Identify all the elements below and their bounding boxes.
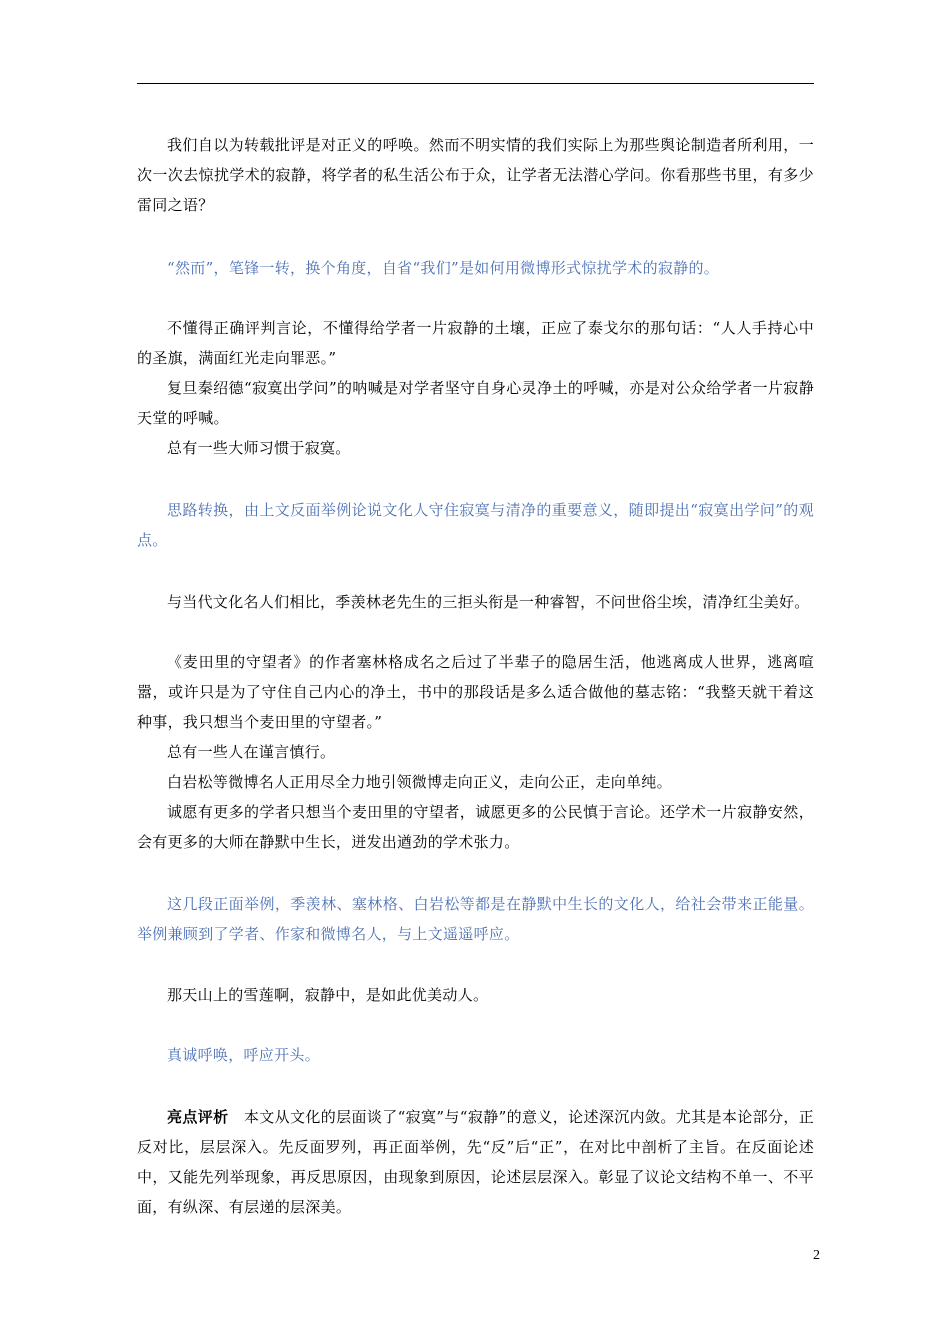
note-4: 真诚呼唤，呼应开头。 xyxy=(167,1046,321,1064)
paragraph-4: 总有一些大师习惯于寂寞。 xyxy=(167,439,351,457)
note-2: 思路转换，由上文反面举例论说文化人守住寂寞与清净的重要意义，随即提出“寂寞出学问”的观点。 xyxy=(137,501,814,549)
paragraph-3: 复旦秦绍德“寂寞出学问”的呐喊是对学者坚守自身心灵净土的呼喊，亦是对公众给学者一片寂静天堂的呼喊。 xyxy=(137,379,814,427)
comment-text: 本文从文化的层面谈了“寂寞”与“寂静”的意义，论述深沉内敛。尤其是本论部分，正反对比，层层深入。先反面罗列，再正面举例，先“反”后“正”，在对比中剖析了主旨。在反面论述中，又能先列举现象，再反思原因，由现象到原因，论述层层深入。彰显了议论文结构不单一、不平面，有纵深、有层递的层深美。 xyxy=(137,1108,814,1216)
comment-paragraph xyxy=(137,1102,814,1222)
page-number: 2 xyxy=(813,1248,820,1263)
note-1: “然而”，笔锋一转，换个角度，自省“我们”是如何用微博形式惊扰学术的寂静的。 xyxy=(167,259,720,277)
paragraph-7: 总有一些人在谨言慎行。 xyxy=(167,743,336,761)
paragraph-8: 白岩松等微博名人正用尽全力地引领微博走向正义，走向公正，走向单纯。 xyxy=(167,773,672,791)
paragraph-10: 那天山上的雪莲啊，寂静中，是如此优美动人。 xyxy=(167,986,489,1004)
paragraph-2: 不懂得正确评判言论，不懂得给学者一片寂静的土壤，正应了泰戈尔的那句话：“人人手持心中的圣旗，满面红光走向罪恶。” xyxy=(137,319,814,367)
note-3: 这几段正面举例，季羡林、塞林格、白岩松等都是在静默中生长的文化人，给社会带来正能量。举例兼顾到了学者、作家和微博名人，与上文遥遥呼应。 xyxy=(137,895,814,943)
paragraph-6: 《麦田里的守望者》的作者塞林格成名之后过了半辈子的隐居生活，他逃离成人世界，逃离喧嚣，或许只是为了守住自己内心的净土，书中的那段话是多么适合做他的墓志铭：“我整天就干着这种事，我只想当个麦田里的守望者。” xyxy=(137,653,814,731)
paragraph-5: 与当代文化名人们相比，季羡林老先生的三拒头衔是一种睿智，不问世俗尘埃，清净红尘美好。 xyxy=(167,593,810,611)
paragraph-9: 诚愿有更多的学者只想当个麦田里的守望者，诚愿更多的公民慎于言论。还学术一片寂静安然，会有更多的大师在静默中生长，迸发出遒劲的学术张力。 xyxy=(137,803,814,851)
comment-label: 亮点评析 xyxy=(167,1108,229,1126)
header-rule xyxy=(137,83,814,84)
paragraph-1: 我们自以为转载批评是对正义的呼唤。然而不明实情的我们实际上为那些舆论制造者所利用，一次一次去惊扰学术的寂静，将学者的私生活公布于众，让学者无法潜心学问。你看那些书里，有多少雷同之语？ xyxy=(137,136,814,214)
